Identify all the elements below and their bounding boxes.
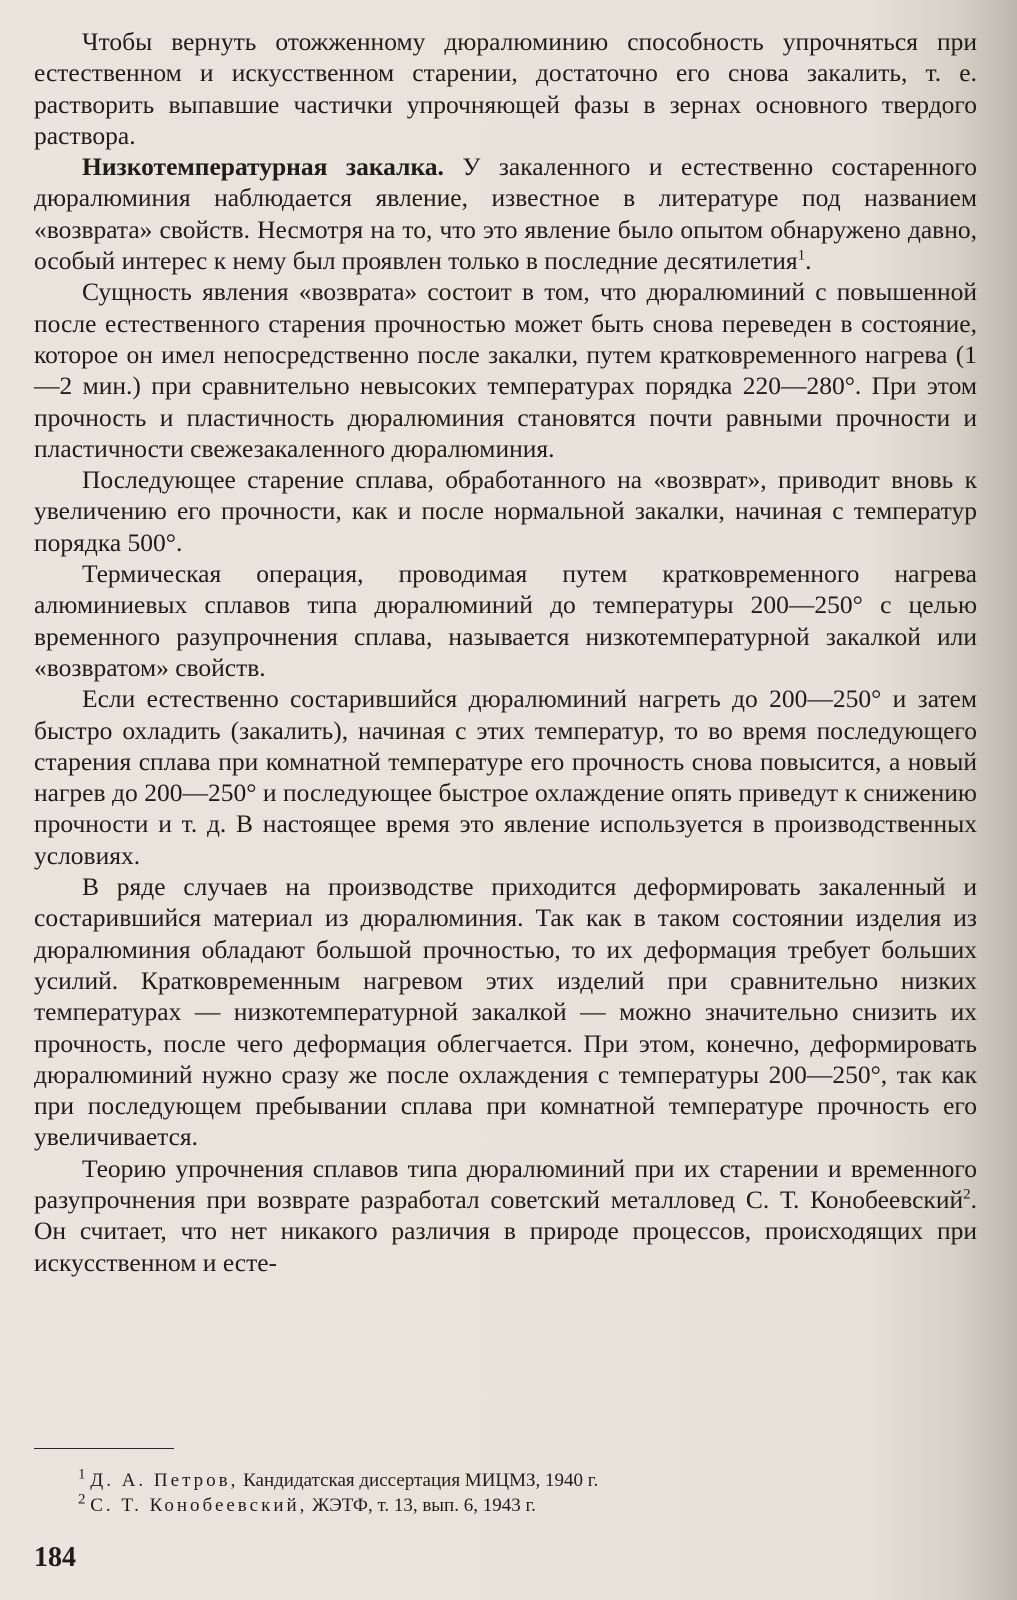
footnote-2 xyxy=(34,1493,977,1518)
paragraph-text: Сущность явления «возврата» состоит в том, что дюралюминий с повышенной после естественного старения прочностью может быть снова переведен в состояние, которое он имел непосредственно после закалки, путем кратковременного нагрева (1—2 мин.) при сравнительно невысоких температурах порядка 220—280°. При этом прочность и пластичность дюралюминия становятся почти равными прочности и пластичности свежезакаленного дюралюминия. xyxy=(34,277,977,463)
footnotes xyxy=(34,1468,977,1518)
paragraph-tail: . Он считает, что нет никакого различия в природе процессов, происходящих при искусственном и есте- xyxy=(34,1184,977,1277)
footnote-divider xyxy=(34,1448,174,1449)
section-heading: Низкотемпературная закалка. xyxy=(82,152,444,182)
footnote-ref-2[interactable]: 2 xyxy=(963,1186,971,1203)
paragraph-tail: . xyxy=(805,246,812,276)
page-number: 184 xyxy=(34,1542,76,1573)
paragraph-2 xyxy=(34,151,977,276)
paragraph-5 xyxy=(34,558,977,683)
paragraph-text: Теорию упрочнения сплавов типа дюралюминий при их старении и временного разупрочнения при возврате разработал советский металловед С. Т. Конобеевский xyxy=(34,1153,977,1214)
footnote-mark: 1 xyxy=(78,1466,86,1483)
footnote-text: ЖЭТФ, т. 13, вып. 6, 1943 г. xyxy=(307,1495,536,1516)
paragraph-3 xyxy=(34,276,977,464)
paragraph-text: В ряде случаев на производстве приходится деформировать закаленный и состарившийся материал из дюралюминия. Так как в таком состоянии изделия из дюралюминия обладают большой прочностью, то их деформация требует больших усилий. Кратковременным нагревом этих изделий при сравнительно низких температурах — низкотемпературной закалкой — можно значительно снизить их прочность, после чего деформация облегчается. При этом, конечно, деформировать дюралюминий нужно сразу же после охлаждения с температуры 200—250°, так как при последующем пребывании сплава при комнатной температуре прочность его увеличивается. xyxy=(34,872,977,1152)
footnote-ref-1[interactable]: 1 xyxy=(797,247,806,264)
paragraph-text: Последующее старение сплава, обработанного на «возврат», приводит вновь к увеличению его прочности, как и после нормальной закалки, начиная с температур порядка 500°. xyxy=(34,465,977,557)
footnote-author: С. Т. Конобеевский, xyxy=(90,1495,308,1516)
footnote-author: Д. А. Петров, xyxy=(90,1470,239,1491)
paragraph-text: У закаленного и естественно состаренного дюралюминия наблюдается явление, известное в литературе под названием «возврата» свойств. Несмотря на то, что это явление было опытом обнаружено давно, особый интерес к нему был проявлен только в последние десятилетия xyxy=(34,152,977,276)
footnote-1 xyxy=(34,1468,977,1493)
body-text xyxy=(34,26,977,1278)
paragraph-8 xyxy=(34,1153,977,1278)
paragraph-4 xyxy=(34,464,977,558)
footnote-text: Кандидатская диссертация МИЦМЗ, 1940 г. xyxy=(238,1470,599,1491)
paragraph-6 xyxy=(34,683,977,871)
paragraph-text: Чтобы вернуть отожженному дюралюминию способность упрочняться при естественном и искусственном старении, достаточно его снова закалить, т. е. растворить выпавшие частички упрочняющей фазы в зернах основного твердого раствора. xyxy=(34,27,977,150)
paragraph-text: Термическая операция, проводимая путем кратковременного нагрева алюминиевых сплавов типа дюралюминий до температуры 200—250° с целью временного разупрочнения сплава, называется низкотемпературной закалкой или «возвратом» свойств. xyxy=(34,559,977,682)
footnote-mark: 2 xyxy=(78,1491,86,1508)
paragraph-1 xyxy=(34,26,977,151)
paragraph-text: Если естественно состарившийся дюралюминий нагреть до 200—250° и затем быстро охладить (закалить), начиная с этих температур, то во время последующего старения сплава при комнатной температуре его прочность снова повысится, а новый нагрев до 200—250° и последующее быстрое охлаждение опять приведут к снижению прочности и т. д. В настоящее время это явление используется в производственных условиях. xyxy=(34,684,977,870)
paragraph-7 xyxy=(34,871,977,1153)
